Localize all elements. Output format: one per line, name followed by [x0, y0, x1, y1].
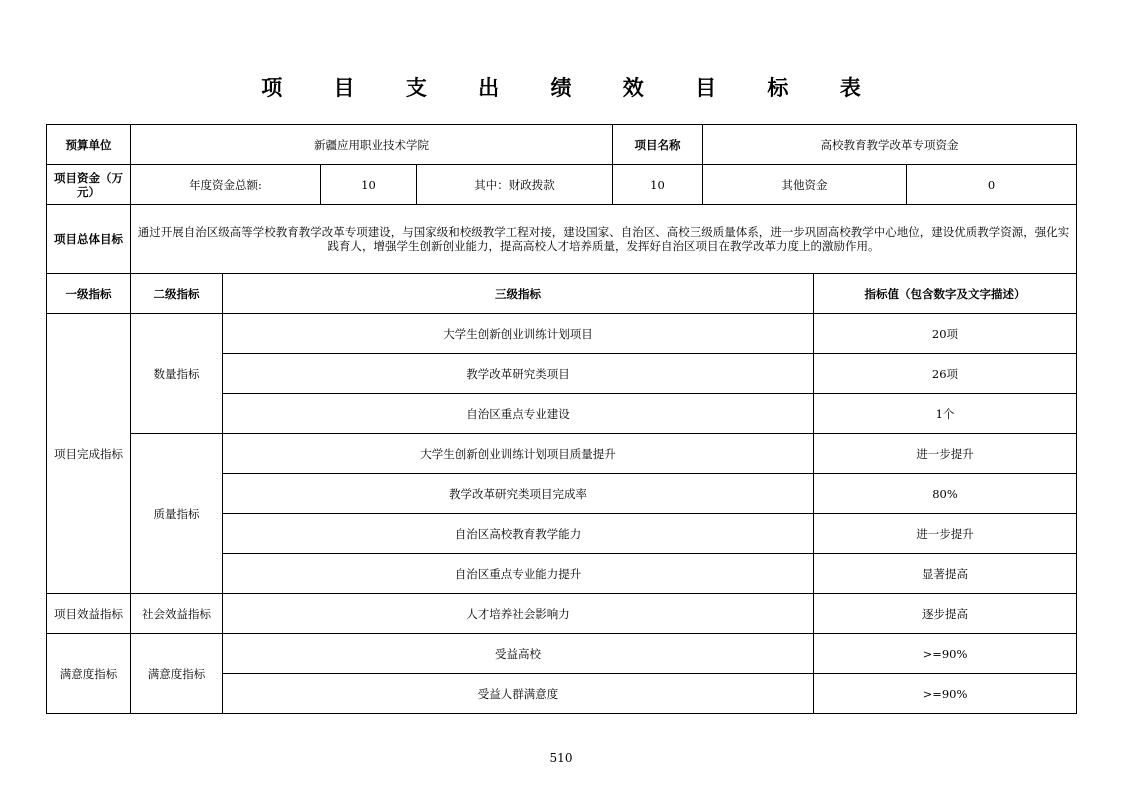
project-name-label: 项目名称: [613, 125, 703, 165]
indicator-cell: 教学改革研究类项目: [223, 354, 814, 394]
indicator-cell: 自治区重点专业能力提升: [223, 554, 814, 594]
table-row: [47, 634, 1077, 674]
group-social: 社会效益指标: [131, 594, 223, 634]
funds-row: [47, 165, 1077, 205]
annual-total-label: 年度资金总额:: [131, 165, 321, 205]
value-cell: >=90%: [814, 634, 1077, 674]
value-cell: >=90%: [814, 674, 1077, 714]
value-cell: 显著提高: [814, 554, 1077, 594]
project-name-value: 高校教育教学改革专项资金: [703, 125, 1077, 165]
group-satisfaction-level2: 满意度指标: [131, 634, 223, 714]
indicator-cell: 教学改革研究类项目完成率: [223, 474, 814, 514]
performance-target-table: [46, 124, 1077, 714]
indicator-cell: 受益人群满意度: [223, 674, 814, 714]
funds-label: 项目资金（万元）: [47, 165, 131, 205]
indicator-cell: 自治区高校教育教学能力: [223, 514, 814, 554]
indicator-cell: 人才培养社会影响力: [223, 594, 814, 634]
fiscal-label: 其中：财政拨款: [417, 165, 613, 205]
header-row: [47, 274, 1077, 314]
header-level1: 一级指标: [47, 274, 131, 314]
group-benefit: 项目效益指标: [47, 594, 131, 634]
budget-unit-row: [47, 125, 1077, 165]
header-level3: 三级指标: [223, 274, 814, 314]
page-title: 项 目 支 出 绩 效 目 标 表: [261, 76, 883, 100]
value-cell: 20项: [814, 314, 1077, 354]
header-level2: 二级指标: [131, 274, 223, 314]
group-completion: 项目完成指标: [47, 314, 131, 594]
budget-unit-value: 新疆应用职业技术学院: [131, 125, 613, 165]
header-value: 指标值（包含数字及文字描述）: [814, 274, 1077, 314]
group-quantity: 数量指标: [131, 314, 223, 434]
group-quality: 质量指标: [131, 434, 223, 594]
indicator-cell: 受益高校: [223, 634, 814, 674]
overall-goal-text: 通过开展自治区级高等学校教育教学改革专项建设，与国家级和校级教学工程对接，建设国家、自治区、高校三级质量体系，进一步巩固高校教学中心地位，建设优质教学资源，强化实践育人，增强学生创新创业能力，提高高校人才培养质量，发挥好自治区项目在教学改革力度上的激励作用。: [131, 205, 1077, 274]
annual-total-value: 10: [321, 165, 417, 205]
page-number: 510: [549, 751, 573, 765]
table-row: [47, 434, 1077, 474]
indicator-cell: 自治区重点专业建设: [223, 394, 814, 434]
group-satisfaction-level1: 满意度指标: [47, 634, 131, 714]
value-cell: 进一步提升: [814, 434, 1077, 474]
value-cell: 逐步提高: [814, 594, 1077, 634]
value-cell: 1个: [814, 394, 1077, 434]
table-row: [47, 594, 1077, 634]
value-cell: 26项: [814, 354, 1077, 394]
other-funds-label: 其他资金: [703, 165, 907, 205]
overall-goal-label: 项目总体目标: [47, 205, 131, 274]
indicator-cell: 大学生创新创业训练计划项目: [223, 314, 814, 354]
fiscal-value: 10: [613, 165, 703, 205]
indicator-cell: 大学生创新创业训练计划项目质量提升: [223, 434, 814, 474]
budget-unit-label: 预算单位: [47, 125, 131, 165]
other-funds-value: 0: [907, 165, 1077, 205]
table-row: [47, 314, 1077, 354]
value-cell: 80%: [814, 474, 1077, 514]
value-cell: 进一步提升: [814, 514, 1077, 554]
overall-goal-row: [47, 205, 1077, 274]
